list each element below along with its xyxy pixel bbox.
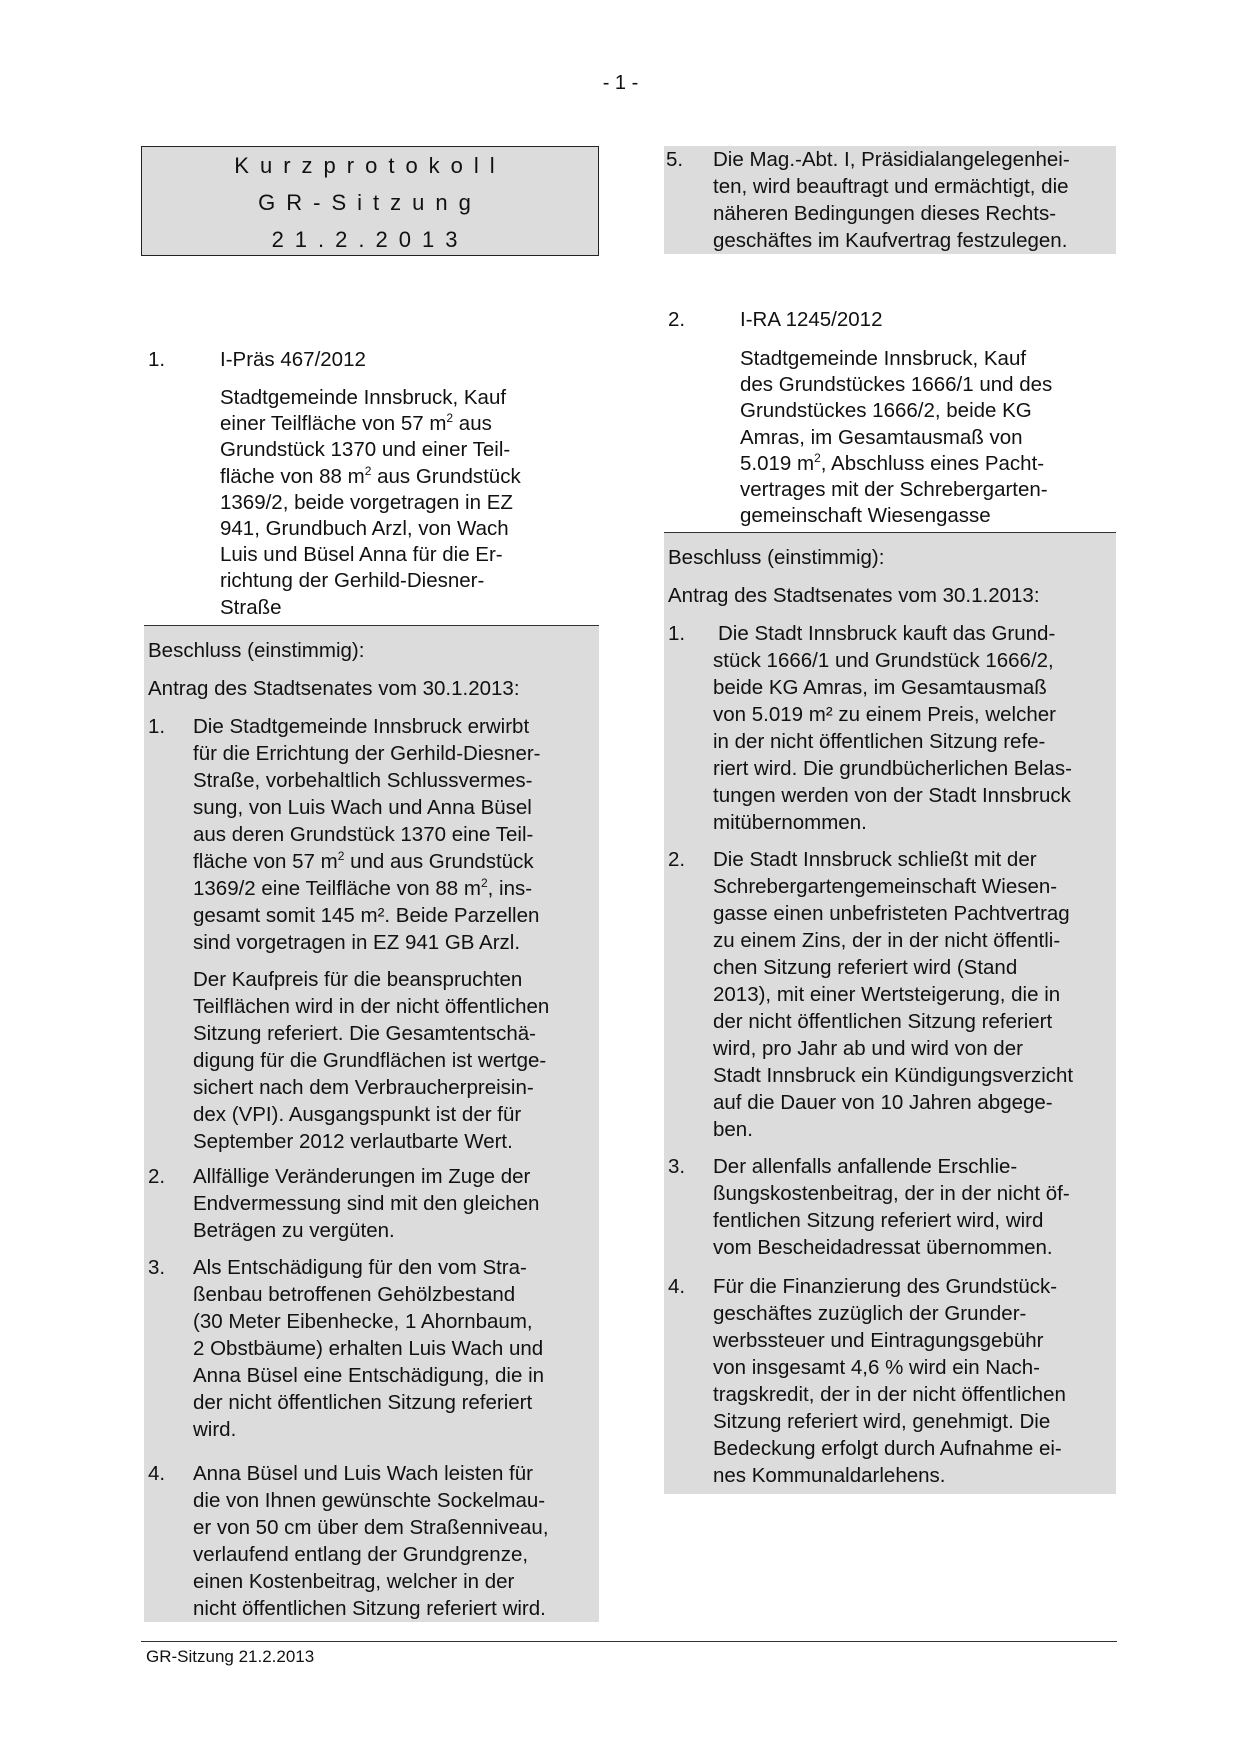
item-number: 1.: [148, 348, 166, 371]
superscript: 2: [337, 849, 345, 864]
point-3: [664, 1153, 1116, 1261]
item-2-subject: [740, 346, 1120, 529]
text-line: nicht öffentlichen Sitzung referiert wird.: [193, 1597, 546, 1620]
text-line: von 5.019 m² zu einem Preis, welcher: [713, 703, 1056, 726]
divider: [664, 532, 1116, 533]
superscript: 2: [364, 463, 372, 478]
text-line: Grundstückes 1666/2, beide KG: [740, 399, 1032, 423]
text-line: Für die Finanzierung des Grundstück-: [713, 1275, 1058, 1298]
text-line: Luis und Büsel Anna für die Er-: [220, 543, 503, 567]
text-line: näheren Bedingungen dieses Rechts-: [713, 202, 1057, 225]
text-line: einen Kostenbeitrag, welcher in der: [193, 1570, 515, 1593]
point-number: 2.: [668, 848, 686, 871]
item-reference: I-RA 1245/2012: [740, 308, 883, 331]
item-1-subject: [220, 385, 600, 621]
text-line: fentlichen Sitzung referiert wird, wird: [713, 1209, 1044, 1232]
text-line: Teilflächen wird in der nicht öffentlichen: [193, 995, 550, 1018]
text-line: Sitzung referiert wird, genehmigt. Die: [713, 1410, 1051, 1433]
text-line: mitübernommen.: [713, 811, 867, 834]
motion-label: Antrag des Stadtsenates vom 30.1.2013:: [668, 584, 1040, 607]
text-line: Grundstück 1370 und einer Teil-: [220, 438, 511, 462]
text-line: 2 Obstbäume) erhalten Luis Wach und: [193, 1337, 544, 1360]
title-line-2: GR-Sitzung: [258, 190, 482, 215]
text-line: gesamt somit 145 m². Beide Parzellen: [193, 904, 540, 927]
text-line: dex (VPI). Ausgangspunkt ist der für: [193, 1103, 522, 1126]
superscript: 2: [480, 876, 488, 891]
text-line: des Grundstückes 1666/1 und des: [740, 373, 1053, 397]
point-2: [144, 1163, 599, 1244]
point-number: 1.: [148, 715, 166, 738]
text-line: tragskredit, der in der nicht öffentlichen: [713, 1383, 1066, 1406]
text-line: Amras, im Gesamtausmaß von: [740, 425, 1023, 449]
point-number: 4.: [148, 1462, 166, 1485]
text-line: Straße, vorbehaltlich Schlussvermes-: [193, 769, 533, 792]
text-line: vertrages mit der Schrebergarten-: [740, 478, 1048, 502]
motion-label: Antrag des Stadtsenates vom 30.1.2013:: [148, 677, 520, 700]
text-line: die von Ihnen gewünschte Sockelmau-: [193, 1489, 546, 1512]
text-line: Stadtgemeinde Innsbruck, Kauf: [220, 386, 507, 409]
text-line: 2013), mit einer Wertsteigerung, die in: [713, 983, 1061, 1006]
decision-label: Beschluss (einstimmig):: [668, 546, 885, 569]
point-1: [664, 620, 1116, 836]
text-line: digung für die Grundflächen ist wertge-: [193, 1049, 547, 1072]
text-line: wird.: [193, 1418, 237, 1441]
superscript: 2: [814, 450, 821, 465]
footer-text: GR-Sitzung 21.2.2013: [146, 1647, 315, 1666]
text-line: in der nicht öffentlichen Sitzung refe-: [713, 730, 1046, 753]
text-line: ten, wird beauftragt und ermächtigt, die: [713, 175, 1069, 198]
text-line: vom Bescheidadressat übernommen.: [713, 1236, 1053, 1259]
text-line: verlaufend entlang der Grundgrenze,: [193, 1543, 529, 1566]
text-line: gemeinschaft Wiesengasse: [740, 504, 991, 528]
text-line: werbssteuer und Eintragungsgebühr: [713, 1329, 1044, 1352]
text-line: fläche von 57 m: [193, 850, 338, 873]
point-3: [144, 1254, 599, 1443]
text-line: Allfällige Veränderungen im Zuge der: [193, 1165, 531, 1188]
divider: [144, 625, 599, 626]
text-line: Endvermessung sind mit den gleichen: [193, 1192, 540, 1215]
text-line: und aus Grundstück: [344, 850, 534, 873]
text-line: er von 50 cm über dem Straßenniveau,: [193, 1516, 549, 1539]
text-line: ßenbau betroffenen Gehölzbestand: [193, 1283, 516, 1306]
text-line: Anna Büsel eine Entschädigung, die in: [193, 1364, 545, 1387]
text-line: Die Stadtgemeinde Innsbruck erwirbt: [193, 715, 530, 738]
point-number: 3.: [668, 1155, 686, 1178]
text-line: Schrebergartengemeinschaft Wiesen-: [713, 875, 1058, 898]
text-line: Stadt Innsbruck ein Kündigungsverzicht: [713, 1064, 1074, 1087]
title-line-3: 21.2.2013: [271, 227, 469, 252]
text-line: sung, von Luis Wach und Anna Büsel: [193, 796, 532, 819]
text-line: fläche von 88 m: [220, 464, 365, 488]
text-line: der nicht öffentlichen Sitzung referiert: [713, 1010, 1053, 1033]
text-line: für die Errichtung der Gerhild-Diesner-: [193, 742, 541, 765]
text-line: Die Mag.-Abt. I, Präsidialangelegenhei-: [713, 148, 1070, 171]
text-line: , ins-: [487, 877, 533, 900]
text-line: auf die Dauer von 10 Jahren abgege-: [713, 1091, 1053, 1114]
text-line: richtung der Gerhild-Diesner-: [220, 569, 485, 593]
text-line: tungen werden von der Stadt Innsbruck: [713, 784, 1071, 807]
text-line: Die Stadt Innsbruck schließt mit der: [713, 848, 1037, 871]
text-line: Der Kaufpreis für die beanspruchten: [193, 968, 523, 991]
text-line: Straße: [220, 595, 282, 619]
text-line: Der allenfalls anfallende Erschlie-: [713, 1155, 1018, 1178]
text-line: aus Grundstück: [371, 464, 521, 488]
text-line: sind vorgetragen in EZ 941 GB Arzl.: [193, 931, 521, 954]
text-line: zu einem Zins, der in der nicht öffentli-: [713, 929, 1061, 952]
text-line: September 2012 verlautbarte Wert.: [193, 1130, 513, 1153]
text-line: , Abschluss eines Pacht-: [820, 451, 1045, 475]
point-number: 2.: [148, 1165, 166, 1188]
point-number: 5.: [666, 148, 684, 171]
text-line: Die Stadt Innsbruck kauft das Grund-: [718, 622, 1056, 645]
text-line: ßungskostenbeitrag, der in der nicht öf-: [713, 1182, 1070, 1205]
point-4: [664, 1273, 1116, 1489]
text-line: Sitzung referiert. Die Gesamtentschä-: [193, 1022, 536, 1045]
text-line: Beträgen zu vergüten.: [193, 1219, 395, 1242]
text-line: aus: [453, 412, 492, 436]
superscript: 2: [446, 411, 454, 426]
point-2: [664, 846, 1116, 1143]
text-line: chen Sitzung referiert wird (Stand: [713, 956, 1018, 979]
text-line: (30 Meter Eibenhecke, 1 Ahornbaum,: [193, 1310, 533, 1333]
decision-label: Beschluss (einstimmig):: [148, 639, 365, 662]
text-line: nes Kommunaldarlehens.: [713, 1464, 946, 1487]
footer-divider: [141, 1641, 1117, 1642]
text-line: Als Entschädigung für den vom Stra-: [193, 1256, 527, 1279]
text-line: stück 1666/1 und Grundstück 1666/2,: [713, 649, 1054, 672]
text-line: 1369/2, beide vorgetragen in EZ: [220, 490, 513, 514]
title-line-1: Kurzprotokoll: [234, 153, 506, 178]
point-1: [144, 713, 599, 1155]
text-line: aus deren Grundstück 1370 eine Teil-: [193, 823, 534, 846]
point-number: 3.: [148, 1256, 166, 1279]
text-line: 5.019 m: [740, 451, 815, 475]
item-1-decision: [144, 625, 599, 1622]
text-line: 941, Grundbuch Arzl, von Wach: [220, 517, 509, 541]
text-line: Anna Büsel und Luis Wach leisten für: [193, 1462, 533, 1485]
continued-point-5: [664, 146, 1116, 254]
text-line: sichert nach dem Verbraucherpreisin-: [193, 1076, 534, 1099]
text-line: riert wird. Die grundbücherlichen Belas-: [713, 757, 1072, 780]
text-line: geschäftes im Kaufvertrag festzulegen.: [713, 229, 1068, 252]
text-line: Stadtgemeinde Innsbruck, Kauf: [740, 347, 1027, 370]
page-number: - 1 -: [602, 72, 639, 94]
point-4: [144, 1460, 599, 1622]
text-line: gasse einen unbefristeten Pachtvertrag: [713, 902, 1070, 925]
point-number: 1.: [668, 622, 686, 645]
text-line: beide KG Amras, im Gesamtausmaß: [713, 676, 1047, 699]
text-line: Bedeckung erfolgt durch Aufnahme ei-: [713, 1437, 1062, 1460]
text-line: der nicht öffentlichen Sitzung referiert: [193, 1391, 533, 1414]
text-line: von insgesamt 4,6 % wird ein Nach-: [713, 1356, 1041, 1379]
item-reference: I-Präs 467/2012: [220, 348, 366, 371]
text-line: 1369/2 eine Teilfläche von 88 m: [193, 877, 481, 900]
item-number: 2.: [668, 308, 686, 331]
text-line: einer Teilfläche von 57 m: [220, 412, 447, 436]
text-line: geschäftes zuzüglich der Grunder-: [713, 1302, 1027, 1325]
text-line: wird, pro Jahr ab und wird von der: [713, 1037, 1023, 1060]
text-line: ben.: [713, 1118, 753, 1141]
title-box: [141, 146, 599, 256]
item-2-decision: [664, 532, 1116, 1494]
point-number: 4.: [668, 1275, 686, 1298]
